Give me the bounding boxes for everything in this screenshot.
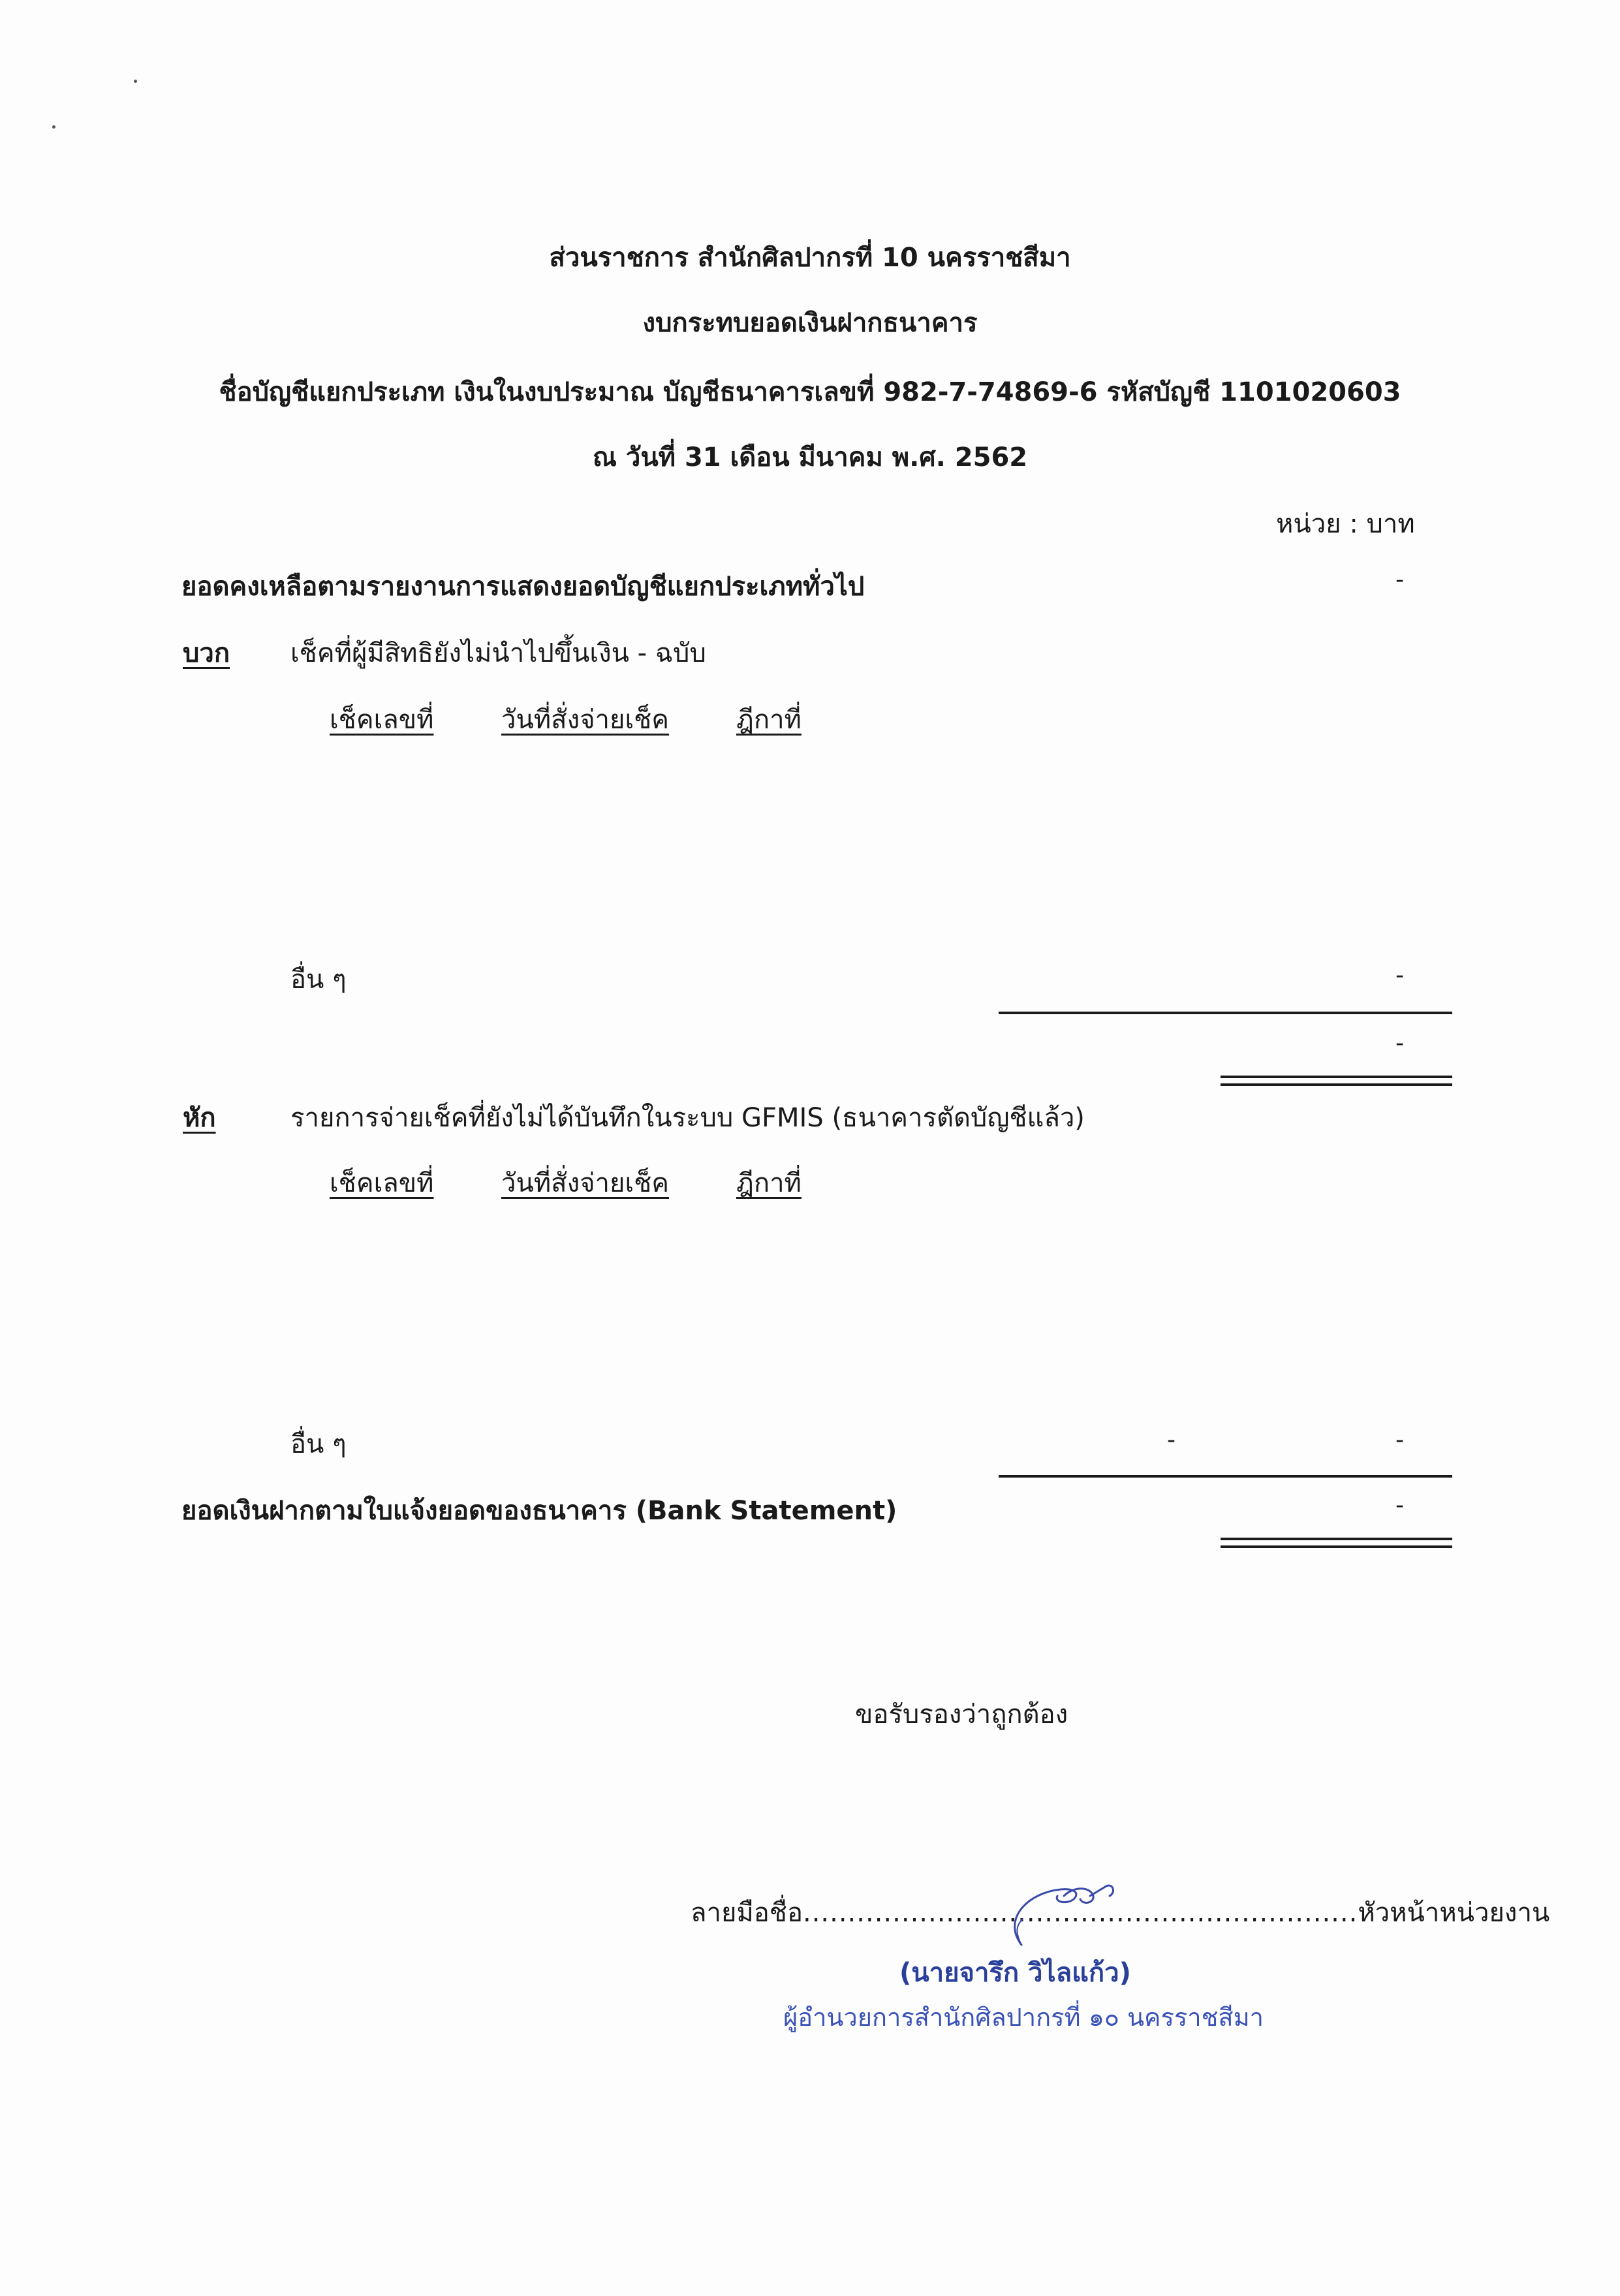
ledger-balance-value: -: [1395, 566, 1404, 593]
add-col-cheque-no: เช็คเลขที่: [330, 705, 434, 735]
deduct-label: หัก: [183, 1103, 216, 1133]
handwritten-signature: [976, 1867, 1139, 1951]
signature-prefix: ลายมือชื่อ: [691, 1898, 803, 1928]
deduct-col-cheque-date: วันที่สั่งจ่ายเช็ค: [501, 1168, 670, 1198]
deduct-description: รายการจ่ายเช็คที่ยังไม่ได้บันทึกในระบบ GFMIS (ธนาคารตัดบัญชีแล้ว): [290, 1103, 1085, 1133]
unit-label: หน่วย : บาท: [1276, 509, 1415, 539]
add-double-rule-bottom: [1221, 1083, 1452, 1086]
bank-double-rule-top: [1221, 1538, 1452, 1540]
signature-suffix: หัวหน้าหน่วยงาน: [1358, 1898, 1550, 1928]
scan-speck: [52, 125, 55, 129]
add-subtotal-rule: [999, 1012, 1452, 1014]
deduct-other-value-mid: -: [1167, 1427, 1176, 1453]
certify-text: ขอรับรองว่าถูกต้อง: [855, 1699, 1068, 1730]
ledger-balance-label: ยอดคงเหลือตามรายงานการแสดงยอดบัญชีแยกประเภททั่วไป: [181, 572, 865, 602]
deduct-other-label: อื่น ๆ: [290, 1429, 347, 1459]
deduct-subtotal-rule: [999, 1475, 1452, 1478]
add-label: บวก: [183, 638, 230, 668]
bank-statement-value: -: [1395, 1492, 1404, 1519]
bank-double-rule-bottom: [1221, 1545, 1452, 1548]
deduct-col-voucher-no: ฎีกาที่: [736, 1168, 802, 1198]
signature-dots: ..............................................................: [802, 1898, 1358, 1928]
scan-speck: [134, 80, 137, 83]
add-subtotal-value: -: [1395, 1030, 1404, 1057]
add-col-cheque-date: วันที่สั่งจ่ายเช็ค: [501, 705, 670, 735]
add-other-label: อื่น ๆ: [290, 965, 347, 995]
signer-name: (นายจารึก วิไลแก้ว): [899, 1958, 1131, 1988]
add-description: เช็คที่ผู้มีสิทธิยังไม่นำไปขึ้นเงิน - ฉบับ: [290, 638, 706, 668]
header-agency: ส่วนราชการ สำนักศิลปากรที่ 10 นครราชสีมา: [549, 243, 1071, 273]
header-account: ชื่อบัญชีแยกประเภท เงินในงบประมาณ บัญชีธนาคารเลขที่ 982-7-74869-6 รหัสบัญชี 1101020603: [219, 377, 1401, 407]
deduct-col-cheque-no: เช็คเลขที่: [330, 1168, 434, 1198]
header-date: ณ วันที่ 31 เดือน มีนาคม พ.ศ. 2562: [592, 442, 1028, 473]
add-col-voucher-no: ฎีกาที่: [736, 705, 802, 735]
bank-statement-label: ยอดเงินฝากตามใบแจ้งยอดของธนาคาร (Bank Statement): [181, 1496, 897, 1526]
add-double-rule-top: [1221, 1076, 1452, 1078]
deduct-other-value: -: [1395, 1427, 1404, 1453]
header-title: งบกระทบยอดเงินฝากธนาคาร: [642, 308, 978, 338]
signer-position: ผู้อำนวยการสำนักศิลปากรที่ ๑๐ นครราชสีมา: [783, 2003, 1264, 2032]
add-other-value: -: [1395, 962, 1404, 989]
